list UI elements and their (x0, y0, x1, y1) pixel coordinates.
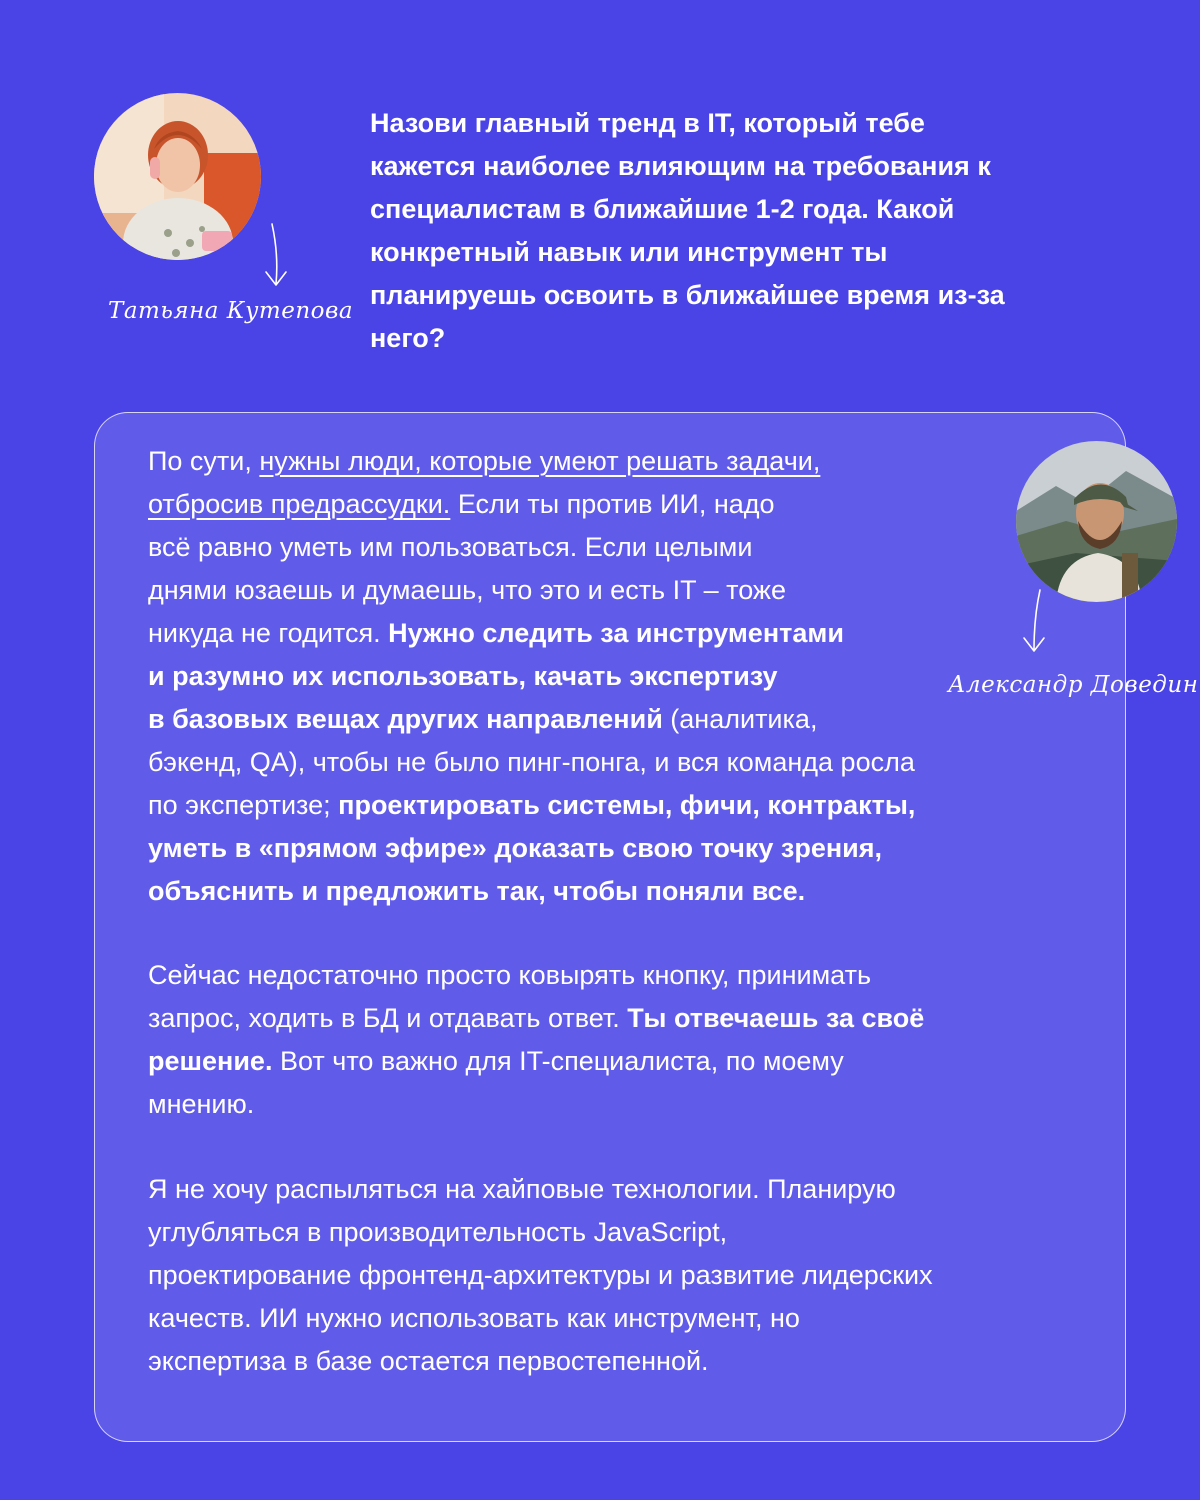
answer-text: Вот что важно для IT-специалиста, по моему мнению. (148, 1046, 844, 1119)
answer-paragraph-2 (148, 954, 1058, 1126)
answer-highlight-bold: проектировать системы, фичи, контракты, уметь в «прямом эфире» доказать свою точку зрения, объяснить и предложить так, чтобы поняли все. (148, 790, 916, 906)
answer-text: Сейчас недостаточно просто ковырять кнопку, принимать запрос, ходить в БД и отдавать ответ. (148, 960, 872, 1033)
answer-highlight-underlined: нужны люди, которые умеют решать задачи, отбросив предрассудки. (148, 446, 821, 519)
answer-highlight-bold: Нужно следить за инструментами и разумно их использовать, качать экспертизу в базовых вещах других направлений (148, 618, 844, 734)
answer-paragraph-1 (148, 440, 1048, 913)
avatar-tatyana (94, 93, 261, 260)
question-text: Назови главный тренд в IT, который тебе кажется наиболее влияющим на требования к специалистам в ближайшие 1-2 года. Какой конкретный навык или инструмент ты планируешь освоить в ближайшее время из-за него? (370, 108, 1005, 353)
arrow-down-icon (258, 222, 294, 292)
answer-paragraph-3: Я не хочу распыляться на хайповые технологии. Планирую углубляться в производительность JavaScript, проектирование фронтенд-архитектуры и развитие лидерских качеств. ИИ нужно использовать как инструмент, но экспертиза в базе остается первостепенной. (148, 1174, 933, 1376)
answer-text: (аналитика, бэкенд, QA), чтобы не было пинг-понга, и вся команда росла по экспертизе; (148, 704, 915, 820)
signature-tatyana: Татьяна Кутепова (108, 298, 354, 324)
signature-alexander: Александр Доведин (948, 672, 1199, 698)
answer-text: Если ты против ИИ, надо всё равно уметь им пользоваться. Если целыми днями юзаешь и думаешь, что это и есть IT – тоже никуда не годится. (148, 489, 787, 648)
answer-text: По сути, (148, 446, 260, 476)
answer-highlight-bold: Ты отвечаешь за своё решение. (148, 1003, 925, 1076)
